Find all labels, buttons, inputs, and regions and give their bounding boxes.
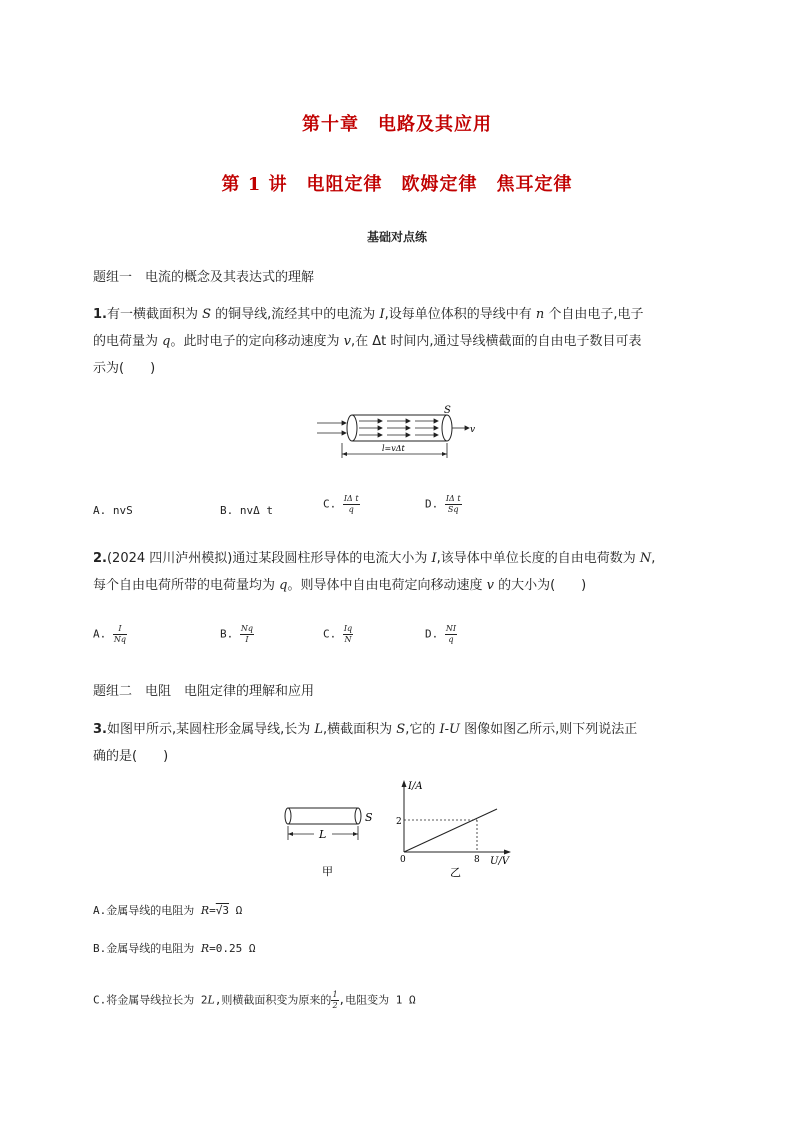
text: =0.25 Ω bbox=[209, 942, 256, 955]
text: B.金属导线的电阻为 bbox=[93, 942, 201, 955]
denominator: N bbox=[344, 635, 352, 644]
var-S: S bbox=[202, 307, 212, 322]
numerator: I bbox=[113, 624, 127, 635]
wire-figure bbox=[280, 800, 380, 880]
question-2-line-2 bbox=[93, 572, 705, 599]
q1-option-b[interactable]: B. nvΔ t bbox=[220, 504, 273, 517]
var-R: R bbox=[200, 942, 210, 955]
option-label: A. bbox=[93, 627, 107, 641]
text: ,它的 bbox=[405, 722, 440, 737]
figure-yi-label: 乙 bbox=[450, 866, 461, 879]
y-tick: 2 bbox=[396, 817, 402, 827]
denominator: Nq bbox=[113, 635, 126, 644]
var-L: L bbox=[314, 722, 324, 737]
text: A.金属导线的电阻为 bbox=[93, 904, 201, 917]
text: (2024 四川泸州模拟)通过某段圆柱形导体的电流大小为 bbox=[106, 551, 432, 566]
text: , bbox=[651, 551, 656, 566]
question-2 bbox=[93, 545, 705, 599]
var-q: q bbox=[162, 334, 171, 349]
numerator: 1 bbox=[332, 990, 338, 999]
iu-graph bbox=[392, 778, 522, 880]
text: ,电阻变为 1 Ω bbox=[338, 993, 416, 1007]
label-L: L bbox=[319, 828, 327, 841]
q1-option-a[interactable]: A. nvS bbox=[93, 504, 133, 517]
question-2-line-1 bbox=[93, 545, 705, 572]
x-tick: 8 bbox=[474, 855, 480, 865]
lesson-title: 第 1 讲 电阻定律 欧姆定律 焦耳定律 bbox=[221, 174, 573, 195]
sqrt-value: √3 bbox=[215, 904, 230, 917]
text: 。此时电子的定向移动速度为 bbox=[170, 334, 344, 349]
text: C.将金属导线拉长为 2 bbox=[93, 993, 208, 1007]
label-S: S bbox=[365, 811, 373, 824]
text: 图像如图乙所示,则下列说法正 bbox=[459, 722, 638, 737]
text: 如图甲所示,某圆柱形金属导线,长为 bbox=[106, 722, 315, 737]
question-1-line-2 bbox=[93, 328, 705, 355]
conductor-figure bbox=[312, 402, 492, 464]
option-label: D. bbox=[425, 627, 439, 641]
q1-option-d[interactable] bbox=[425, 494, 462, 515]
y-axis-label: I/A bbox=[408, 781, 423, 792]
group-heading-2: 题组二 电阻 电阻定律的理解和应用 bbox=[93, 684, 315, 699]
q2-option-c[interactable] bbox=[323, 624, 353, 645]
question-number: 2. bbox=[93, 551, 107, 566]
figure-jia-label: 甲 bbox=[322, 865, 333, 878]
question-3-line-1 bbox=[93, 716, 705, 743]
text: = bbox=[209, 904, 216, 917]
question-number: 3. bbox=[93, 722, 107, 737]
q1-option-c[interactable] bbox=[323, 494, 360, 515]
text: 的铜导线,流经其中的电流为 bbox=[211, 307, 380, 322]
denominator: q bbox=[348, 505, 354, 514]
question-1 bbox=[93, 301, 705, 382]
option-label: D. bbox=[425, 497, 439, 511]
label-length: l=vΔt bbox=[382, 444, 405, 453]
text: 个自由电子,电子 bbox=[544, 307, 644, 322]
option-label: B. bbox=[220, 627, 234, 641]
denominator: 2 bbox=[332, 1001, 338, 1010]
var-I: I bbox=[431, 551, 437, 566]
question-1-line-3: 示为( ) bbox=[93, 361, 156, 376]
text: ,横截面积为 bbox=[323, 722, 397, 737]
numerator: NI bbox=[445, 624, 457, 633]
numerator: Nq bbox=[240, 624, 253, 633]
denominator: q bbox=[448, 635, 454, 644]
option-label: C. bbox=[323, 497, 337, 511]
chapter-title: 第十章 电路及其应用 bbox=[302, 114, 492, 135]
q3-option-a[interactable] bbox=[93, 902, 242, 918]
text: 每个自由电荷所带的电荷量均为 bbox=[93, 578, 280, 593]
question-1-line-1 bbox=[93, 301, 705, 328]
var-v: v bbox=[343, 334, 351, 349]
q2-option-a[interactable] bbox=[93, 624, 127, 645]
origin-label: 0 bbox=[400, 855, 406, 865]
var-v: v bbox=[486, 578, 494, 593]
text: 有一横截面积为 bbox=[106, 307, 203, 322]
numerator: Iq bbox=[343, 624, 353, 633]
text: 的电荷量为 bbox=[93, 334, 163, 349]
question-number: 1. bbox=[93, 307, 107, 322]
var-IU: I-U bbox=[439, 722, 460, 737]
var-R: R bbox=[200, 904, 210, 917]
text: 的大小为( ) bbox=[493, 578, 587, 593]
q2-option-d[interactable] bbox=[425, 624, 457, 645]
option-label: C. bbox=[323, 627, 337, 641]
var-I: I bbox=[379, 307, 385, 322]
x-axis-label: U/V bbox=[490, 856, 510, 867]
text: ,则横截面积变为原来的 bbox=[214, 993, 332, 1007]
question-3-line-2: 确的是( ) bbox=[93, 749, 169, 764]
text: ,设每单位体积的导线中有 bbox=[384, 307, 536, 322]
numerator: IΔ t bbox=[445, 494, 461, 503]
q3-option-b[interactable] bbox=[93, 940, 256, 956]
numerator: IΔ t bbox=[343, 494, 359, 503]
section-title: 基础对点练 bbox=[366, 230, 427, 244]
denominator: I bbox=[245, 635, 249, 644]
label-v: v bbox=[470, 425, 476, 435]
var-L: L bbox=[207, 993, 215, 1007]
group-heading-1: 题组一 电流的概念及其表达式的理解 bbox=[93, 270, 315, 285]
q2-option-b[interactable] bbox=[220, 624, 254, 645]
var-n: n bbox=[535, 307, 545, 322]
var-S: S bbox=[396, 722, 406, 737]
q3-option-c[interactable] bbox=[93, 990, 416, 1011]
var-q: q bbox=[279, 578, 288, 593]
text: ,该导体中单位长度的自由电荷数为 bbox=[436, 551, 640, 566]
label-S: S bbox=[444, 405, 451, 416]
var-N: N bbox=[639, 551, 652, 566]
question-3 bbox=[93, 716, 705, 770]
text: 。则导体中自由电荷定向移动速度 bbox=[287, 578, 487, 593]
denominator: Sq bbox=[447, 505, 459, 514]
text: Ω bbox=[229, 904, 243, 917]
text: ,在 Δt 时间内,通过导线横截面的自由电子数目可表 bbox=[350, 334, 642, 349]
